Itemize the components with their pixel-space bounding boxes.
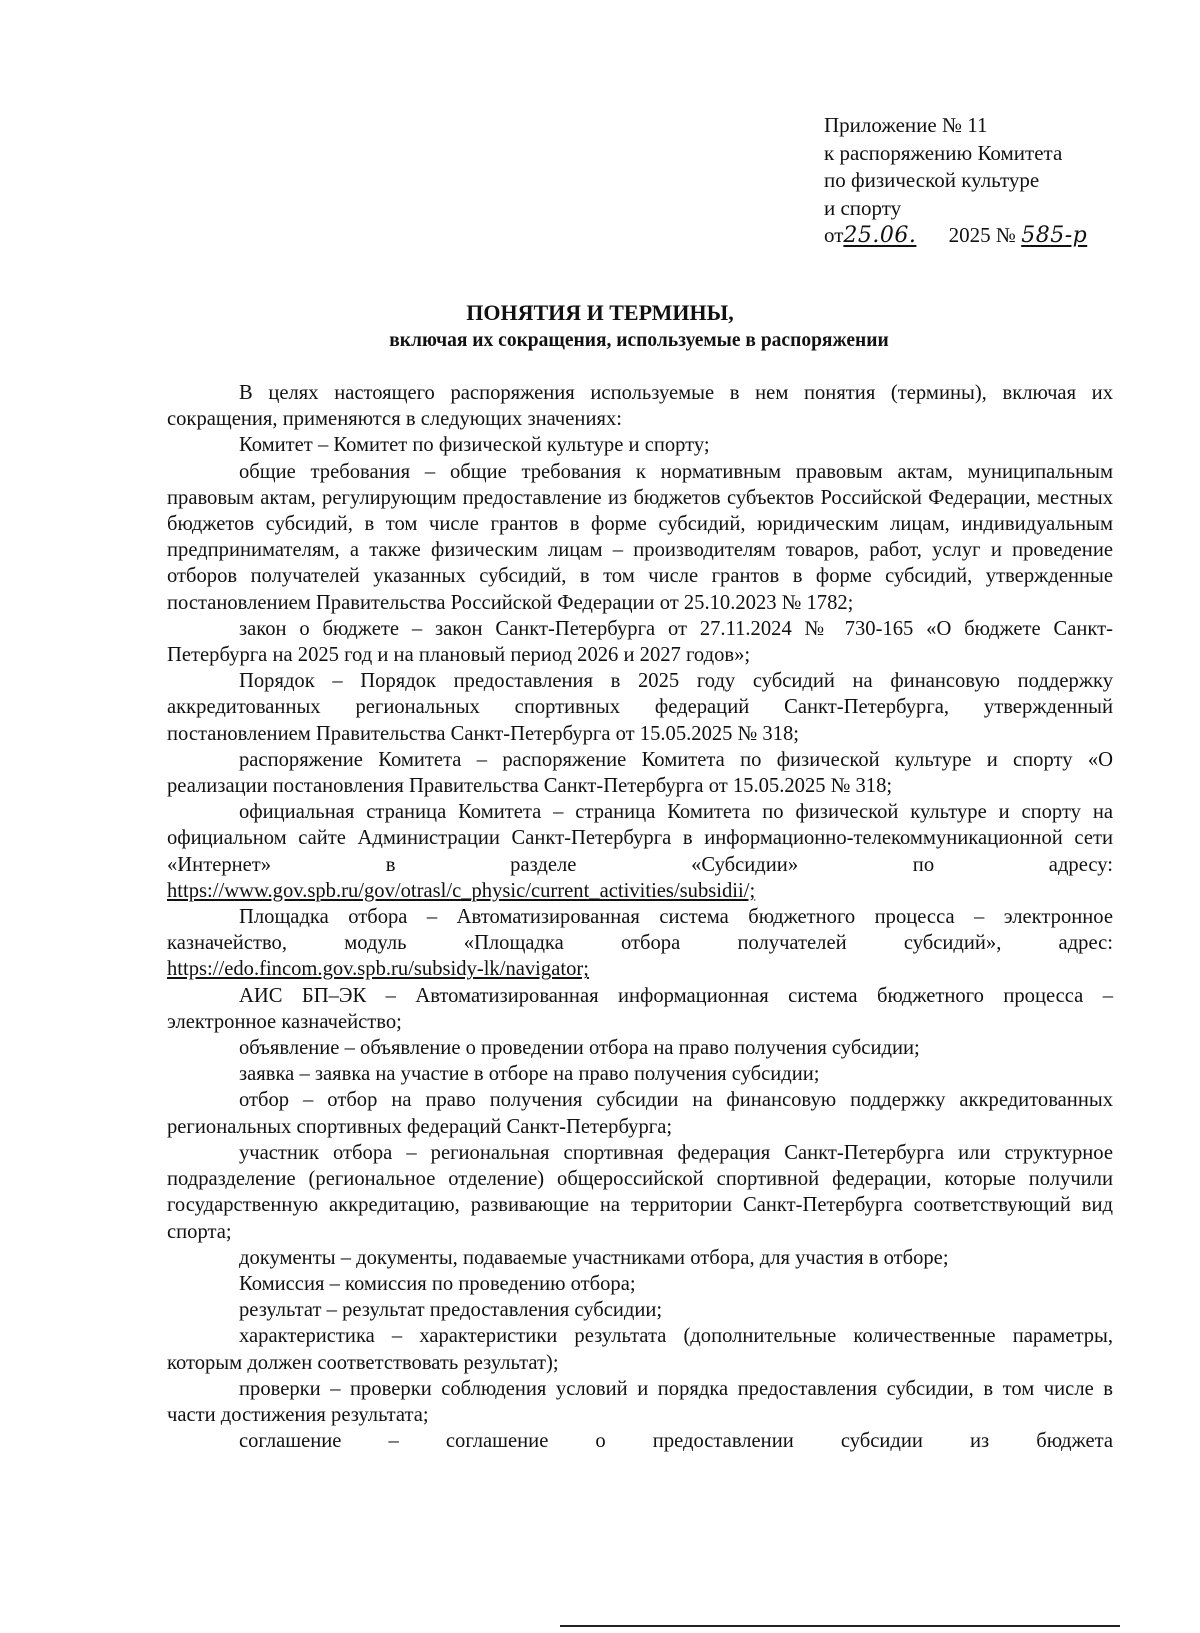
paragraph-term: проверки – проверки соблюдения условий и порядка предоставления субсидии, в том числе в части достижения результата;	[167, 1377, 1113, 1426]
handwritten-number: 585-р	[1021, 223, 1088, 248]
paragraph-term: АИС БП–ЭК – Автоматизированная информационная система бюджетного процесса – электронное казначейство;	[167, 984, 1113, 1033]
paragraph-text: Площадка отбора – Автоматизированная система бюджетного процесса – электронное казначейство, модуль «Площадка отбора получателей субсидий», адрес:	[167, 906, 1113, 955]
selection-platform-link[interactable]: https://edo.fincom.gov.spb.ru/subsidy-lk/navigator;	[167, 958, 589, 981]
annex-date-prefix: от	[824, 223, 844, 247]
paragraph-term-official-page	[167, 799, 1113, 904]
paragraph-term: объявление – объявление о проведении отбора на право получения субсидии;	[239, 1037, 920, 1060]
paragraph-term: отбор – отбор на право получения субсидии на финансовую поддержку аккредитованных региональных спортивных федераций Санкт-Петербурга;	[167, 1089, 1113, 1138]
annex-line-1: Приложение № 11	[824, 113, 988, 137]
paragraph-term: Порядок – Порядок предоставления в 2025 году субсидий на финансовую поддержку аккредитованных региональных спортивных федераций Санкт-Петербурга, утвержденный постановлением Правительства Санкт-Петербурга от 15.05.2025 № 318;	[167, 670, 1113, 745]
paragraph-term: закон о бюджете – закон Санкт-Петербурга от 27.11.2024 № 730-165 «О бюджете Санкт-Петербурга на 2025 год и на плановый период 2026 и 2027 годов»;	[167, 617, 1113, 667]
page-bottom-rule	[560, 1625, 1120, 1627]
paragraph-term: распоряжение Комитета – распоряжение Комитета по физической культуре и спорту «О реализации постановления Правительства Санкт-Петербурга от 15.05.2025 № 318;	[167, 748, 1113, 798]
annex-date-line	[824, 222, 1164, 250]
paragraph-term: документы – документы, подаваемые участниками отбора, для участия в отборе;	[239, 1246, 949, 1269]
handwritten-date: 25.06.	[843, 223, 917, 248]
paragraph-intro: В целях настоящего распоряжения используемые в нем понятия (термины), включая их сокращения, применяются в следующих значениях:	[167, 382, 1113, 431]
paragraph-text: официальная страница Комитета – страница Комитета по физической культуре и спорту на официальном сайте Администрации Санкт-Петербурга в информационно-телекоммуникационной сети «Интернет» в разделе «Субсидии» по адресу:	[167, 801, 1113, 876]
annex-header	[824, 112, 1164, 250]
title-block	[0, 299, 1200, 355]
paragraph-term: заявка – заявка на участие в отборе на право получения субсидии;	[239, 1063, 820, 1086]
annex-line-3: по физической культуре	[824, 168, 1040, 192]
document-body	[167, 380, 1113, 1454]
paragraph-term: соглашение – соглашение о предоставлении субсидии из бюджета	[239, 1430, 1113, 1453]
paragraph-term: участник отбора – региональная спортивная федерация Санкт-Петербурга или структурное подразделение (региональное отделение) общероссийской спортивной федерации, которые получили государственную аккредитацию, развивающие на территории Санкт-Петербурга соответствующий вид спорта;	[167, 1141, 1113, 1243]
paragraph-term: характеристика – характеристики результата (дополнительные количественные параметры, которым должен соответствовать результат);	[167, 1325, 1113, 1374]
document-subtitle: включая их сокращения, используемые в распоряжении	[389, 330, 889, 351]
paragraph-term-selection-platform	[167, 904, 1113, 983]
annex-year: 2025 №	[948, 223, 1016, 247]
paragraph-term: Комиссия – комиссия по проведению отбора;	[239, 1272, 636, 1295]
official-page-link[interactable]: https://www.gov.spb.ru/gov/otrasl/c_physic/current_activities/subsidii/;	[167, 879, 756, 902]
paragraph-term: Комитет – Комитет по физической культуре и спорту;	[239, 434, 710, 457]
paragraph-term: результат – результат предоставления субсидии;	[239, 1299, 663, 1322]
annex-line-4: и спорту	[824, 195, 902, 220]
document-title: ПОНЯТИЯ И ТЕРМИНЫ,	[466, 300, 734, 325]
paragraph-term: общие требования – общие требования к нормативным правовым актам, муниципальным правовым актам, регулирующим предоставление из бюджетов субъектов Российской Федерации, местных бюджетов субсидий, в том числе грантов в форме субсидий, юридическим лицам, индивидуальным предпринимателям, а также физическим лицам – производителям товаров, работ, услуг и проведение отборов получателей указанных субсидий, в том числе грантов в форме субсидий, утвержденные постановлением Правительства Российской Федерации от 25.10.2023 № 1782;	[167, 460, 1113, 614]
annex-line-2: к распоряжению Комитета	[824, 140, 1063, 165]
